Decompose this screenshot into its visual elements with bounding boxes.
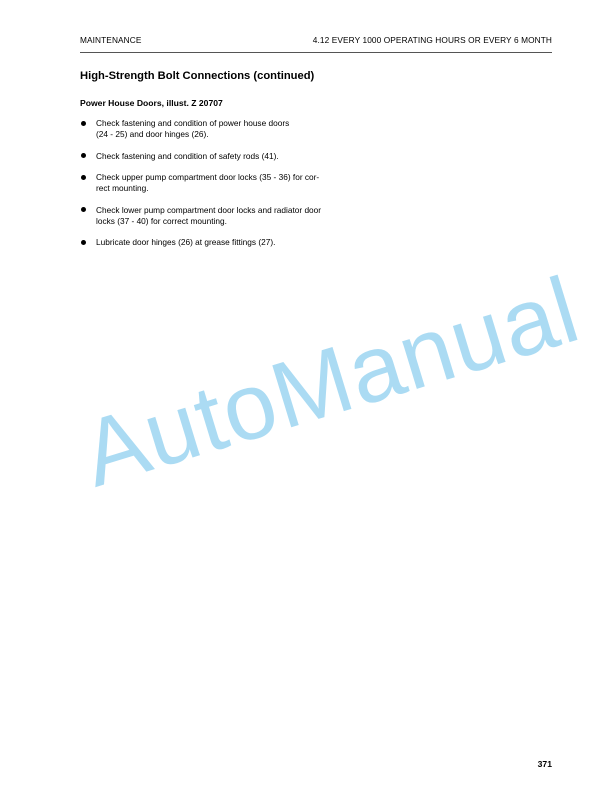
list-item-text: locks (37 - 40) for correct mounting.: [96, 215, 227, 226]
section-subtitle: Power House Doors, illust. Z 20707: [80, 98, 223, 108]
list-item: [80, 118, 370, 140]
list-item: [80, 151, 370, 162]
list-item-text: Check upper pump compartment door locks (35 - 36) for cor-: [96, 172, 320, 182]
checklist: [80, 118, 370, 259]
header-section: MAINTENANCE: [80, 35, 142, 45]
list-item: [80, 172, 370, 194]
bullet-icon: [81, 175, 86, 180]
list-item-text: Lubricate door hinges (26) at grease fittings (27).: [96, 237, 276, 247]
list-item-text: rect mounting.: [96, 183, 149, 193]
bullet-icon: [81, 240, 86, 245]
header-divider: [80, 52, 552, 53]
list-item-text: Check fastening and condition of power house doors: [96, 118, 290, 128]
bullet-icon: [81, 207, 86, 212]
list-item-text: (24 - 25) and door hinges (26).: [96, 129, 209, 139]
list-item: [80, 205, 370, 227]
bullet-icon: [81, 153, 86, 158]
section-title: High-Strength Bolt Connections (continued): [80, 70, 315, 82]
list-item: [80, 237, 370, 248]
bullet-icon: [81, 121, 86, 126]
list-item-text: Check lower pump compartment door locks and radiator door: [96, 204, 322, 215]
watermark: AutoManual: [70, 256, 591, 507]
header-chapter: 4.12 EVERY 1000 OPERATING HOURS OR EVERY 6 MONTH: [312, 35, 552, 45]
list-item-text: Check fastening and condition of safety rods (41).: [96, 150, 279, 161]
page-number: 371: [537, 759, 552, 769]
